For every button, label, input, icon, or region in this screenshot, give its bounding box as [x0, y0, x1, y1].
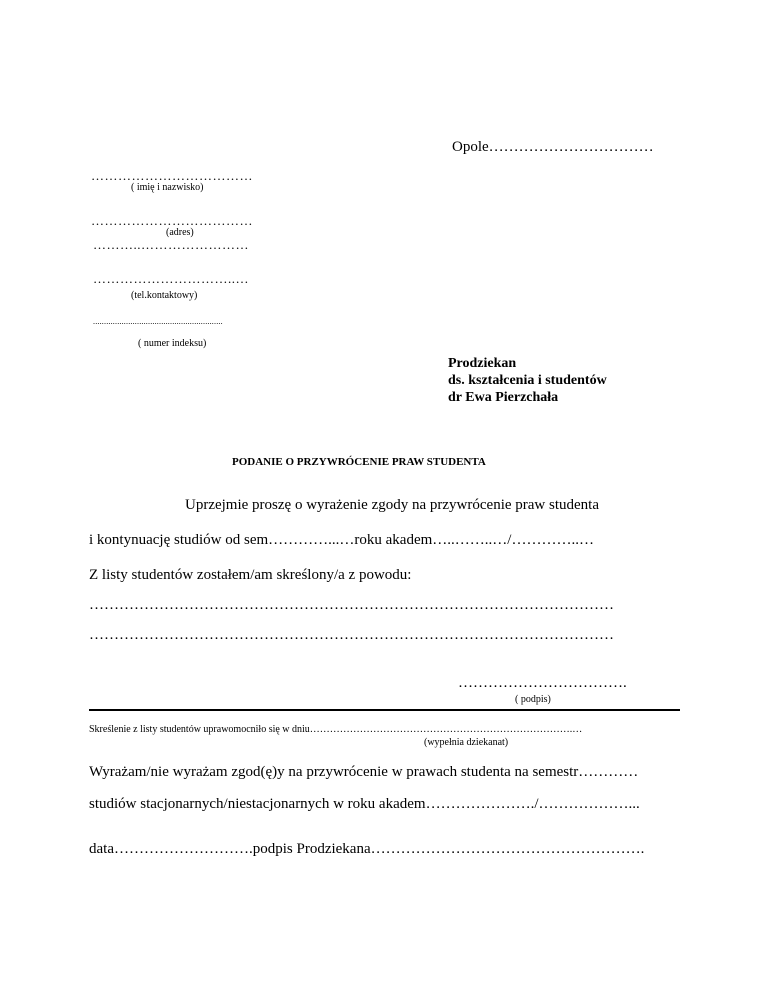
index-caption: ( numer indeksu) — [138, 338, 207, 349]
decision-line-1: Wyrażam/nie wyrażam zgod(ę)y na przywrócenie w prawach studenta na semestr………… — [89, 764, 639, 780]
recipient-title: Prodziekan — [448, 356, 517, 371]
signature-caption: ( podpis) — [515, 694, 551, 705]
recipient-name: dr Ewa Pierzchała — [448, 390, 559, 405]
signature-line: ……………………………. — [458, 675, 627, 691]
place-date-line: Opole…………………………… — [452, 139, 654, 155]
address-field-line: ……………………………… — [91, 213, 253, 228]
request-semester-line: i kontynuację studiów od sem…………...…roku akadem…..……..…/…………..… — [89, 532, 594, 548]
name-field-line: ……………………………… — [91, 168, 253, 183]
request-intro: Uprzejmie proszę o wyrażenie zgody na przywrócenie praw studenta — [185, 497, 599, 513]
reason-field-line-1: …………………………………………………………………………………………… — [89, 597, 614, 613]
removal-caption: (wypełnia dziekanat) — [424, 737, 509, 748]
recipient-department: ds. kształcenia i studentów — [448, 373, 607, 388]
name-caption: ( imię i nazwisko) — [131, 182, 204, 193]
index-field-line: ........................................................... — [93, 317, 223, 326]
address-caption: (adres) — [166, 227, 194, 238]
phone-field-line: …………………………..… — [93, 271, 249, 286]
address-field-line-2: ………..…………………… — [93, 237, 249, 252]
reason-field-line-2: …………………………………………………………………………………………… — [89, 627, 614, 643]
request-removal-reason-label: Z listy studentów zostałem/am skreślony/a z powodu: — [89, 567, 412, 583]
section-divider — [89, 709, 680, 711]
phone-caption: (tel.kontaktowy) — [131, 290, 198, 301]
date-signature-footer: data……………………….podpis Prodziekana………………………………………………. — [89, 841, 645, 857]
document-title: PODANIE O PRZYWRÓCENIE PRAW STUDENTA — [232, 456, 486, 468]
removal-date-line: Skreślenie z listy studentów uprawomocniło się w dniu…………………………………………………………………….… — [89, 724, 583, 735]
decision-line-2: studiów stacjonarnych/niestacjonarnych w roku akadem…………………./………………... — [89, 796, 640, 812]
